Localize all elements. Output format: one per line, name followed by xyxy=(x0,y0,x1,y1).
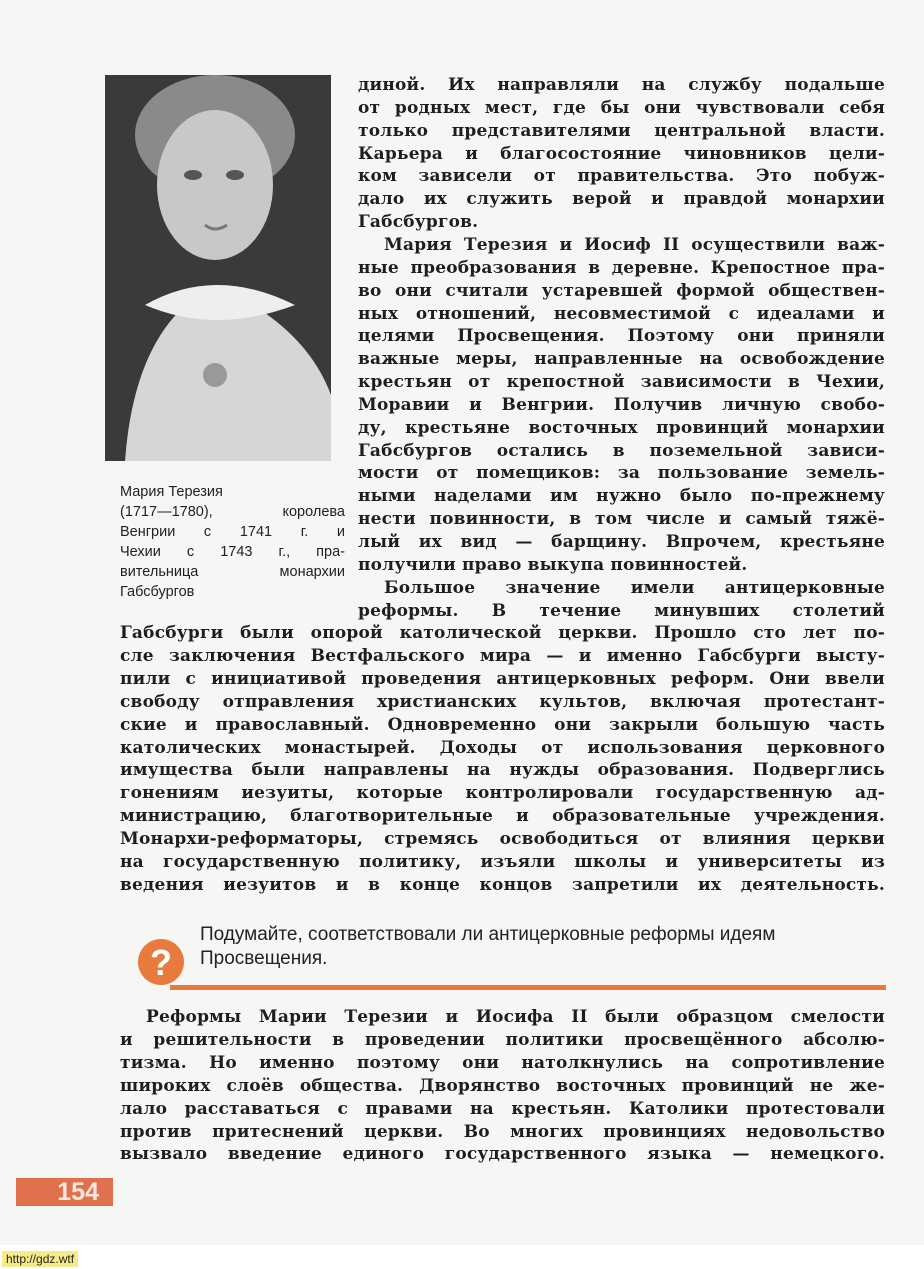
text-line: и решительности в проведении политики просвещённого абсолю- xyxy=(120,1029,885,1050)
text-line: ду, крестьяне восточных провинций монархии xyxy=(358,417,885,438)
caption-line: вительница монархии xyxy=(120,564,345,580)
text-line: Карьера и благосостояние чиновников цели- xyxy=(358,143,885,164)
text-line: Габсбурги были опорой католической церкви. Прошло сто лет по- xyxy=(120,623,885,643)
svg-text:?: ? xyxy=(150,942,172,983)
text-line: дало их служить верой и правдой монархии xyxy=(358,189,885,210)
footer-link[interactable]: http://gdz.wtf xyxy=(2,1251,78,1267)
text-line: католических монастырей. Доходы от использования церковного xyxy=(120,737,885,758)
portrait-caption xyxy=(120,482,345,602)
text-line: ведения иезуитов и в конце концов запретили их деятельность. xyxy=(120,874,885,895)
text-line: Реформы Марии Терезии и Иосифа II были образцом смелости xyxy=(146,1007,885,1027)
text-line: Габсбургов остались в поземельной зависи- xyxy=(358,440,885,461)
text-line: ных отношений, несовместимой с идеалами и xyxy=(358,303,885,324)
portrait-maria-theresa xyxy=(105,75,331,461)
text-line: лало расставаться с правами на крестьян. Католики протестовали xyxy=(120,1098,885,1119)
text-line: сле заключения Вестфальского мира — и именно Габсбурги высту- xyxy=(120,645,885,666)
text-line: Мария Терезия и Иосиф II осуществили важ- xyxy=(384,234,885,255)
text-line: Большое значение имели антицерковные xyxy=(384,577,885,598)
text-line: важные меры, направленные на освобождение xyxy=(358,349,885,370)
text-line: Монархи-реформаторы, стремясь освободиться от влияния церкви xyxy=(120,829,885,850)
text-line: ными наделами им нужно было по-прежнему xyxy=(358,486,885,507)
text-line: целями Просвещения. Поэтому они приняли xyxy=(358,326,885,347)
caption-line: Чехии с 1743 г., пра- xyxy=(120,544,345,560)
page-number: 154 xyxy=(16,1178,113,1206)
text-line: крестьян от крепостной зависимости в Чехии, xyxy=(358,372,885,393)
question-mark-icon xyxy=(137,938,185,986)
text-line: диной. Их направляли на службу подальше xyxy=(358,75,885,95)
text-line: на государственную политику, изъяли школы и университеты из xyxy=(120,852,885,872)
text-line: против притеснений церкви. Во многих провинциях недовольство xyxy=(120,1121,885,1142)
text-line: во они считали устаревшей формой обществен- xyxy=(358,280,885,301)
text-line: ком зависели от правительства. Это побуж- xyxy=(358,166,885,187)
text-line: вызвало введение единого государственного языка — немецкого. xyxy=(120,1144,885,1165)
text-line: Габсбургов. xyxy=(358,212,479,233)
text-line: ные преобразования в деревне. Крепостное пра- xyxy=(358,257,885,278)
question-prompt: Подумайте, соответствовали ли антицерковные реформы идеям Просвещения. xyxy=(200,924,776,969)
caption-line: Венгрии с 1741 г. и xyxy=(120,524,345,540)
text-line: только представителями центральной власти. xyxy=(358,120,885,141)
caption-line: (1717—1780), королева xyxy=(120,504,345,520)
text-line: реформы. В течение минувших столетий xyxy=(358,600,885,621)
text-line: нести повинности, в том числе и самый тяжё- xyxy=(358,509,885,530)
text-line: ские и православный. Одновременно они закрыли большую часть xyxy=(120,714,885,735)
text-line: широких слоёв общества. Дворянство восточных провинций не же- xyxy=(120,1075,885,1096)
caption-line: Мария Терезия xyxy=(120,484,223,500)
text-line: имущества были направлены на нужды образования. Подверглись xyxy=(120,760,885,781)
text-line: гонениям иезуиты, которые контролировали государственную ад- xyxy=(120,783,885,804)
text-line: министрацию, благотворительные и образовательные учреждения. xyxy=(120,806,885,827)
text-line: свободу отправления христианских культов, включая протестант- xyxy=(120,691,885,712)
question-divider xyxy=(170,985,886,990)
text-line: Моравии и Венгрии. Получив личную свобо- xyxy=(358,394,885,415)
text-line: от родных мест, где бы они чувствовали себя xyxy=(358,97,885,118)
caption-line: Габсбургов xyxy=(120,584,195,600)
text-line: мости от помещиков: за пользование земель- xyxy=(358,463,885,484)
text-line: получили право выкупа повинностей. xyxy=(358,554,748,575)
text-line: лый их вид — барщину. Впрочем, крестьяне xyxy=(358,532,885,552)
text-line: тизма. Но именно поэтому они натолкнулись на сопротивление xyxy=(120,1052,885,1073)
text-line: пили с инициативой проведения антицерковных реформ. Они ввели xyxy=(120,668,885,689)
